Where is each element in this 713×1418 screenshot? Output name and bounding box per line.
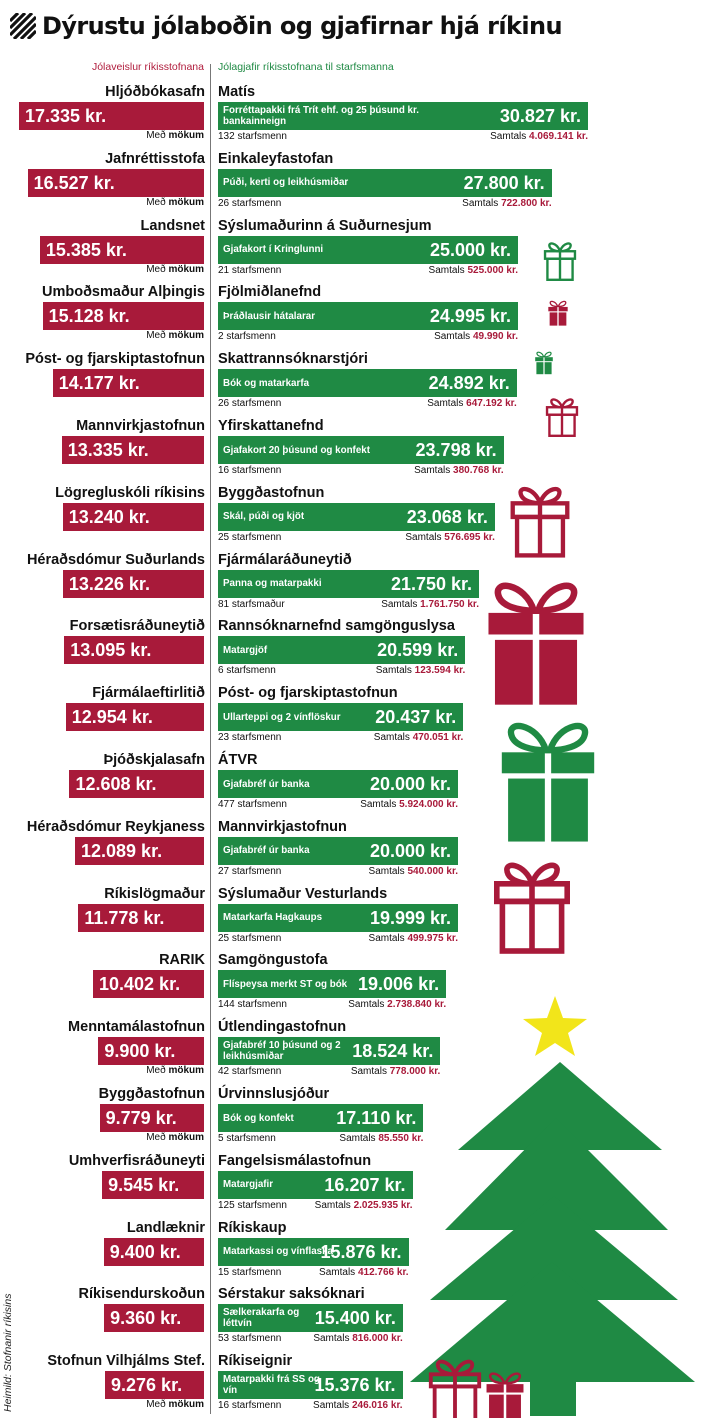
right-value-label: 23.798 kr. [415, 440, 497, 460]
right-bar [218, 369, 517, 397]
gift-description: Bók og konfekt [223, 1112, 294, 1124]
table-row [0, 485, 713, 545]
right-category-label: Fangelsismálastofnun [218, 1152, 372, 1169]
left-value-label: 9.545 kr. [108, 1174, 180, 1195]
left-bar [63, 503, 204, 531]
right-bar [218, 970, 446, 998]
left-value-label: 13.095 kr. [70, 640, 152, 661]
left-bar [43, 302, 204, 330]
table-row [0, 552, 713, 612]
gift-description: Gjafabréf úr banka [223, 778, 310, 790]
left-value-label: 13.226 kr. [68, 573, 150, 594]
page-title: Dýrustu jólaboðin og gjafirnar hjá ríkinu [42, 12, 562, 40]
right-bar [218, 1037, 440, 1065]
left-note: Með mökum [146, 196, 204, 208]
gift-description: Skál, púði og kjöt [223, 511, 305, 523]
table-row [0, 819, 713, 879]
table-row [0, 952, 713, 1012]
total-label: Samtals 380.768 kr. [414, 465, 504, 476]
right-bar [218, 1238, 409, 1266]
staff-count: 144 starfsmenn [218, 999, 287, 1011]
left-bar [98, 1037, 204, 1065]
left-category-label: Landsnet [140, 217, 205, 234]
right-category-label: Ríkiskaup [218, 1219, 287, 1236]
left-bar [66, 703, 204, 731]
table-row [0, 1220, 713, 1280]
gift-description: Flíspeysa merkt ST og bók [223, 978, 348, 990]
gift-description: Púði, kerti og leikhúsmiðar [223, 177, 349, 189]
right-category-label: Yfirskattanefnd [218, 418, 324, 434]
staff-count: 5 starfsmenn [218, 1133, 276, 1144]
left-value-label: 13.240 kr. [68, 506, 150, 527]
right-category-label: Einkaleyfastofan [218, 150, 334, 167]
gift-description: Bók og matarkarfa [223, 377, 310, 389]
subtitle-right: Jólagjafir ríkisstofnana til starfsmanna [218, 61, 394, 73]
total-label: Samtals 412.766 kr. [319, 1266, 409, 1278]
total-label: Samtals 5.924.000 kr. [360, 799, 459, 810]
right-value-label: 21.750 kr. [390, 573, 473, 594]
gift-description: Gjafabréf 10 þúsund og 2 leikhúsmiðar [223, 1040, 341, 1063]
staff-count: 125 starfsmenn [218, 1199, 287, 1211]
left-bar [19, 102, 204, 130]
left-bar [78, 904, 204, 932]
right-category-label: Úrvinnslusjóður [218, 1086, 330, 1102]
left-value-label: 9.400 kr. [109, 1241, 181, 1262]
total-label: Samtals 647.192 kr. [427, 398, 517, 410]
right-bar [218, 1304, 403, 1332]
subtitle-left: Jólaveislur ríkisstofnana [91, 61, 204, 73]
gift-description: Matargjöf [223, 644, 268, 656]
left-bar [75, 837, 204, 865]
right-value-label: 27.800 kr. [463, 172, 545, 193]
staff-count: 6 starfsmenn [218, 665, 276, 677]
left-value-label: 11.778 kr. [84, 907, 165, 928]
left-category-label: Menntamálastofnun [68, 1019, 205, 1036]
total-label: Samtals 2.738.840 kr. [348, 999, 447, 1011]
table-row [0, 1153, 713, 1213]
gift-description: Ullarteppi og 2 vínflöskur [223, 711, 341, 723]
right-value-label: 18.524 kr. [352, 1041, 434, 1062]
left-category-label: Fjármálaeftirlitið [92, 685, 205, 702]
right-value-label: 15.376 kr. [314, 1375, 396, 1396]
total-label: Samtals 49.990 kr. [434, 331, 519, 343]
left-category-label: Umboðsmaður Alþingis [42, 284, 205, 301]
right-category-label: Matís [218, 84, 256, 100]
left-value-label: 17.335 kr. [25, 106, 107, 126]
total-label: Samtals 470.051 kr. [373, 732, 464, 744]
gift-description: Matarkassi og vínflaska [223, 1246, 333, 1258]
total-label: Samtals 123.594 kr. [375, 665, 466, 677]
right-bar [218, 703, 463, 731]
left-bar [40, 236, 204, 264]
right-value-label: 20.000 kr. [369, 774, 452, 794]
right-value-label: 30.827 kr. [499, 106, 581, 126]
left-value-label: 12.954 kr. [71, 707, 153, 728]
right-bar [218, 904, 458, 932]
left-value-label: 15.385 kr. [45, 239, 127, 260]
gift-description: Forréttapakki frá Trít ehf. og 25 þúsund kr. bankainneign [223, 105, 419, 127]
gift-description: Matarpakki frá SS og vín [223, 1374, 320, 1397]
left-bar [53, 369, 204, 397]
total-label: Samtals 85.550 kr. [339, 1133, 424, 1144]
staff-count: 16 starfsmenn [218, 1400, 282, 1412]
left-bar [64, 636, 204, 664]
left-category-label: Hljóðbókasafn [105, 84, 205, 100]
staff-count: 25 starfsmenn [218, 932, 282, 944]
left-value-label: 14.177 kr. [58, 373, 140, 394]
table-row [0, 618, 713, 678]
table-row [0, 84, 713, 144]
left-bar [102, 1171, 204, 1199]
table-row [0, 752, 713, 812]
total-label: Samtals 816.000 kr. [313, 1333, 403, 1345]
left-bar [69, 770, 204, 798]
total-label: Samtals 525.000 kr. [428, 264, 519, 276]
left-bar [62, 436, 204, 464]
right-value-label: 24.892 kr. [428, 373, 510, 394]
left-value-label: 10.402 kr. [99, 974, 181, 995]
left-category-label: Póst- og fjarskiptastofnun [25, 351, 205, 368]
right-bar [218, 770, 458, 798]
right-category-label: Rannsóknarnefnd samgönguslysa [218, 618, 455, 635]
gift-description: Gjafakort í Kringlunni [223, 244, 324, 256]
left-note: Með mökum [146, 263, 204, 275]
staff-count: 477 starfsmenn [218, 799, 287, 810]
left-category-label: Þjóðskjalasafn [103, 752, 205, 768]
right-bar [218, 837, 458, 865]
right-bar [218, 436, 504, 464]
table-row [0, 418, 713, 478]
left-note: Með mökum [146, 1132, 204, 1143]
staff-count: 21 starfsmenn [218, 264, 282, 276]
right-category-label: Samgöngustofa [218, 952, 328, 969]
staff-count: 26 starfsmenn [218, 398, 282, 410]
table-row [0, 218, 713, 278]
staff-count: 15 starfsmenn [218, 1266, 282, 1278]
right-value-label: 15.400 kr. [314, 1308, 396, 1329]
right-value-label: 15.876 kr. [320, 1241, 402, 1262]
left-value-label: 15.128 kr. [48, 306, 130, 327]
left-category-label: Stofnun Vilhjálms Stef. [47, 1353, 205, 1370]
gift-description: Þráðlausir hátalarar [223, 310, 316, 322]
total-label: Samtals 540.000 kr. [368, 865, 459, 877]
left-value-label: 13.335 kr. [67, 440, 149, 460]
right-category-label: Útlendingastofnun [218, 1019, 347, 1036]
left-note: Með mökum [146, 1065, 204, 1077]
total-label: Samtals 778.000 kr. [350, 1066, 441, 1078]
table-row [0, 284, 713, 344]
left-category-label: Landlæknir [126, 1219, 205, 1236]
staff-count: 26 starfsmenn [218, 197, 282, 209]
right-value-label: 17.110 kr. [336, 1108, 417, 1128]
right-bar [218, 570, 479, 598]
left-category-label: Héraðsdómur Reykjaness [26, 818, 205, 835]
right-value-label: 16.207 kr. [324, 1174, 406, 1195]
left-bar [28, 169, 204, 197]
staff-count: 81 starfsmaður [218, 598, 285, 610]
staff-count: 25 starfsmenn [218, 531, 282, 543]
left-bar [104, 1238, 204, 1266]
table-row [0, 1086, 713, 1146]
right-bar [218, 503, 495, 531]
left-value-label: 9.276 kr. [111, 1375, 183, 1396]
total-label: Samtals 1.761.750 kr. [381, 598, 480, 610]
left-bar [104, 1304, 204, 1332]
staff-count: 2 starfsmenn [218, 331, 276, 343]
left-category-label: Jafnréttisstofa [105, 150, 205, 167]
right-category-label: Ríkiseignir [218, 1353, 293, 1370]
gift-description: Matargjafir [223, 1179, 274, 1191]
left-note: Með mökum [146, 330, 204, 342]
table-row [0, 351, 713, 411]
source-note: Heimild: Stofnanir ríkisins [2, 1293, 14, 1412]
gift-description: Panna og matarpakki [223, 578, 322, 590]
left-category-label: Mannvirkjastofnun [76, 418, 205, 434]
table-row [0, 685, 713, 745]
right-bar [218, 1371, 403, 1399]
left-category-label: Ríkislögmaður [104, 885, 205, 902]
left-bar [63, 570, 204, 598]
right-category-label: Skattrannsóknarstjóri [218, 351, 368, 368]
table-row [0, 1019, 713, 1079]
gift-description: Gjafabréf úr banka [223, 845, 310, 857]
gift-description: Sælkerakarfa og léttvín [223, 1307, 300, 1330]
right-bar [218, 169, 552, 197]
left-value-label: 9.779 kr. [105, 1108, 177, 1128]
right-value-label: 25.000 kr. [429, 239, 512, 260]
left-bar [100, 1104, 204, 1132]
right-category-label: Fjármálaráðuneytið [218, 551, 352, 568]
left-category-label: Umhverfisráðuneyti [68, 1152, 205, 1169]
table-row [0, 886, 713, 946]
right-value-label: 20.599 kr. [377, 640, 459, 661]
right-category-label: Póst- og fjarskiptastofnun [218, 685, 398, 702]
right-value-label: 19.006 kr. [358, 974, 440, 995]
total-label: Samtals 576.695 kr. [405, 531, 495, 543]
total-label: Samtals 722.800 kr. [462, 197, 552, 209]
staff-count: 16 starfsmenn [218, 465, 282, 476]
right-bar [218, 1171, 413, 1199]
right-value-label: 20.000 kr. [369, 840, 452, 861]
right-category-label: Sérstakur saksóknari [218, 1286, 365, 1303]
right-value-label: 23.068 kr. [406, 506, 488, 527]
right-value-label: 24.995 kr. [429, 306, 511, 327]
left-bar [105, 1371, 204, 1399]
staff-count: 42 starfsmenn [218, 1066, 282, 1078]
left-category-label: Héraðsdómur Suðurlands [26, 551, 205, 568]
left-value-label: 12.089 kr. [81, 840, 163, 861]
table-row [0, 151, 713, 211]
total-label: Samtals 499.975 kr. [368, 932, 459, 944]
staff-count: 23 starfsmenn [218, 732, 282, 744]
total-label: Samtals 246.016 kr. [313, 1400, 403, 1412]
right-category-label: Sýslumaðurinn á Suðurnesjum [218, 217, 432, 234]
left-category-label: Forsætisráðuneytið [69, 618, 205, 635]
right-bar [218, 636, 465, 664]
left-category-label: Lögregluskóli ríkisins [55, 484, 205, 501]
right-category-label: Sýslumaður Vesturlands [218, 885, 388, 902]
right-bar [218, 236, 518, 264]
staff-count: 132 starfsmenn [218, 131, 287, 142]
right-category-label: ÁTVR [218, 752, 258, 768]
left-bar [93, 970, 204, 998]
left-category-label: Byggðastofnun [98, 1086, 205, 1102]
staff-count: 27 starfsmenn [218, 865, 282, 877]
right-value-label: 20.437 kr. [375, 707, 457, 728]
right-category-label: Fjölmiðlanefnd [218, 284, 322, 301]
right-bar [218, 1104, 423, 1132]
total-label: Samtals 4.069.141 kr. [490, 131, 588, 142]
left-value-label: 16.527 kr. [33, 172, 115, 193]
right-value-label: 19.999 kr. [369, 907, 452, 928]
right-bar [218, 302, 518, 330]
left-value-label: 9.360 kr. [110, 1308, 182, 1329]
total-label: Samtals 2.025.935 kr. [314, 1199, 413, 1211]
right-category-label: Byggðastofnun [218, 484, 325, 501]
left-note: Með mökum [146, 1399, 204, 1411]
staff-count: 53 starfsmenn [218, 1333, 282, 1345]
right-category-label: Mannvirkjastofnun [218, 818, 347, 835]
gift-description: Gjafakort 20 þúsund og konfekt [223, 444, 370, 456]
table-row [0, 1353, 713, 1413]
right-bar [218, 102, 588, 130]
left-value-label: 9.900 kr. [104, 1041, 176, 1062]
left-category-label: Ríkisendurskoðun [78, 1286, 205, 1303]
left-category-label: RARIK [159, 952, 205, 969]
gift-description: Matarkarfa Hagkaups [223, 912, 323, 924]
table-row [0, 1286, 713, 1346]
left-note: Með mökum [146, 130, 204, 141]
left-value-label: 12.608 kr. [75, 774, 157, 794]
